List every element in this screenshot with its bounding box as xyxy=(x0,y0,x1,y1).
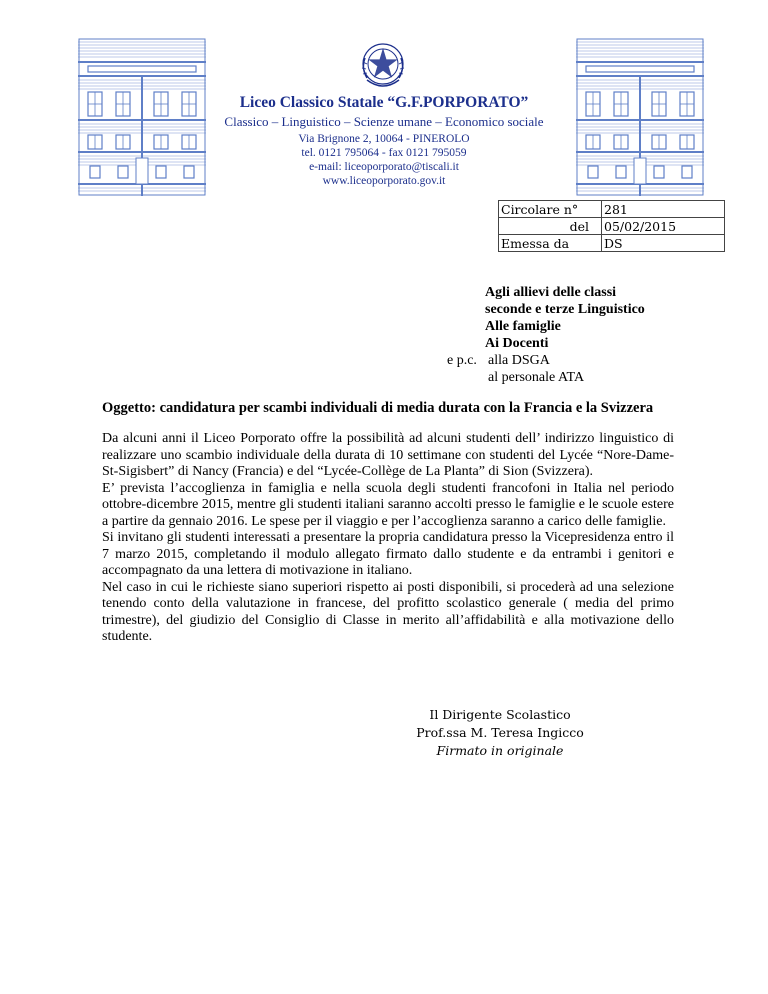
cc-prefix: e p.c. xyxy=(447,353,477,368)
cc-recipient: alla DSGA xyxy=(488,353,550,368)
circular-date-label: del xyxy=(499,218,602,235)
recipient-line: seconde e terze Linguistico xyxy=(485,302,645,317)
school-website: www.liceoporporato.gov.it xyxy=(322,175,446,187)
signature-note: Firmato in originale xyxy=(436,743,564,758)
signer-role: Il Dirigente Scolastico xyxy=(429,707,571,722)
school-address: Via Brignone 2, 10064 - PINEROLO xyxy=(298,133,470,145)
table-row xyxy=(499,201,725,218)
table-row xyxy=(499,235,725,252)
school-email: e-mail: liceoporporato@tiscali.it xyxy=(309,161,459,173)
recipient-line: Agli allievi delle classi xyxy=(485,285,617,300)
body-paragraph: Si invitano gli studenti interessati a presentare la propria candidatura presso la Vicepresidenza entro il 7 marzo 2015, completando il modulo allegato firmato dallo studente e da entrambi i genitori e accompagnato da una lettera di motivazione in italiano. xyxy=(102,530,674,578)
republic-emblem-icon xyxy=(357,38,409,92)
circular-issuer-value: DS xyxy=(602,235,725,252)
circular-info-table xyxy=(498,200,725,252)
school-name: Liceo Classico Statale “G.F.PORPORATO” xyxy=(239,94,529,111)
recipient-line: Ai Docenti xyxy=(485,336,549,351)
recipient-line: Alle famiglie xyxy=(485,319,561,334)
circular-number-value: 281 xyxy=(602,201,725,218)
letter-body xyxy=(102,431,674,646)
body-paragraph: E’ prevista l’accoglienza in famiglia e nella scuola degli studenti francofoni in Italia nel periodo ottobre-dicembre 2015, mentre gli studenti italiani saranno accolti presso le famiglie e le scuole estere a partire da gennaio 2016. Le spese per il viaggio e per l’accoglienza saranno a carico delle famiglie. xyxy=(102,480,674,529)
signature-block xyxy=(400,706,600,760)
school-phone: tel. 0121 795064 - fax 0121 795059 xyxy=(301,147,467,159)
body-paragraph: Da alcuni anni il Liceo Porporato offre la possibilità ad alcuni studenti dell’ indirizzo linguistico di realizzare uno scambio individuale della durata di 10 settimane con studenti del Lycée “Nore-Dame-St-Sigisbert” di Nancy (Francia) e del “Lycée-Collège de La Planta” di Sion (Svizzera). xyxy=(102,431,674,479)
body-paragraph: Nel caso in cui le richieste siano superiori rispetto ai posti disponibili, si procederà ad una selezione tenendo conto della valutazione in francese, del profitto scolastico generale ( media del primo trimestre), del giudizio del Consiglio di Classe in merito all’affidabilità e alla motivazione dello studente. xyxy=(102,579,674,644)
school-subtitle: Classico – Linguistico – Scienze umane – Economico sociale xyxy=(224,114,544,129)
table-row xyxy=(499,218,725,235)
cc-recipient: al personale ATA xyxy=(488,370,585,385)
subject-line: Oggetto: candidatura per scambi individuali di media durata con la Francia e la Svizzera xyxy=(102,400,654,416)
circular-issuer-label: Emessa da xyxy=(499,235,602,252)
circular-number-label: Circolare n° xyxy=(499,201,602,218)
signer-name: Prof.ssa M. Teresa Ingicco xyxy=(416,725,584,740)
circular-date-value: 05/02/2015 xyxy=(602,218,725,235)
